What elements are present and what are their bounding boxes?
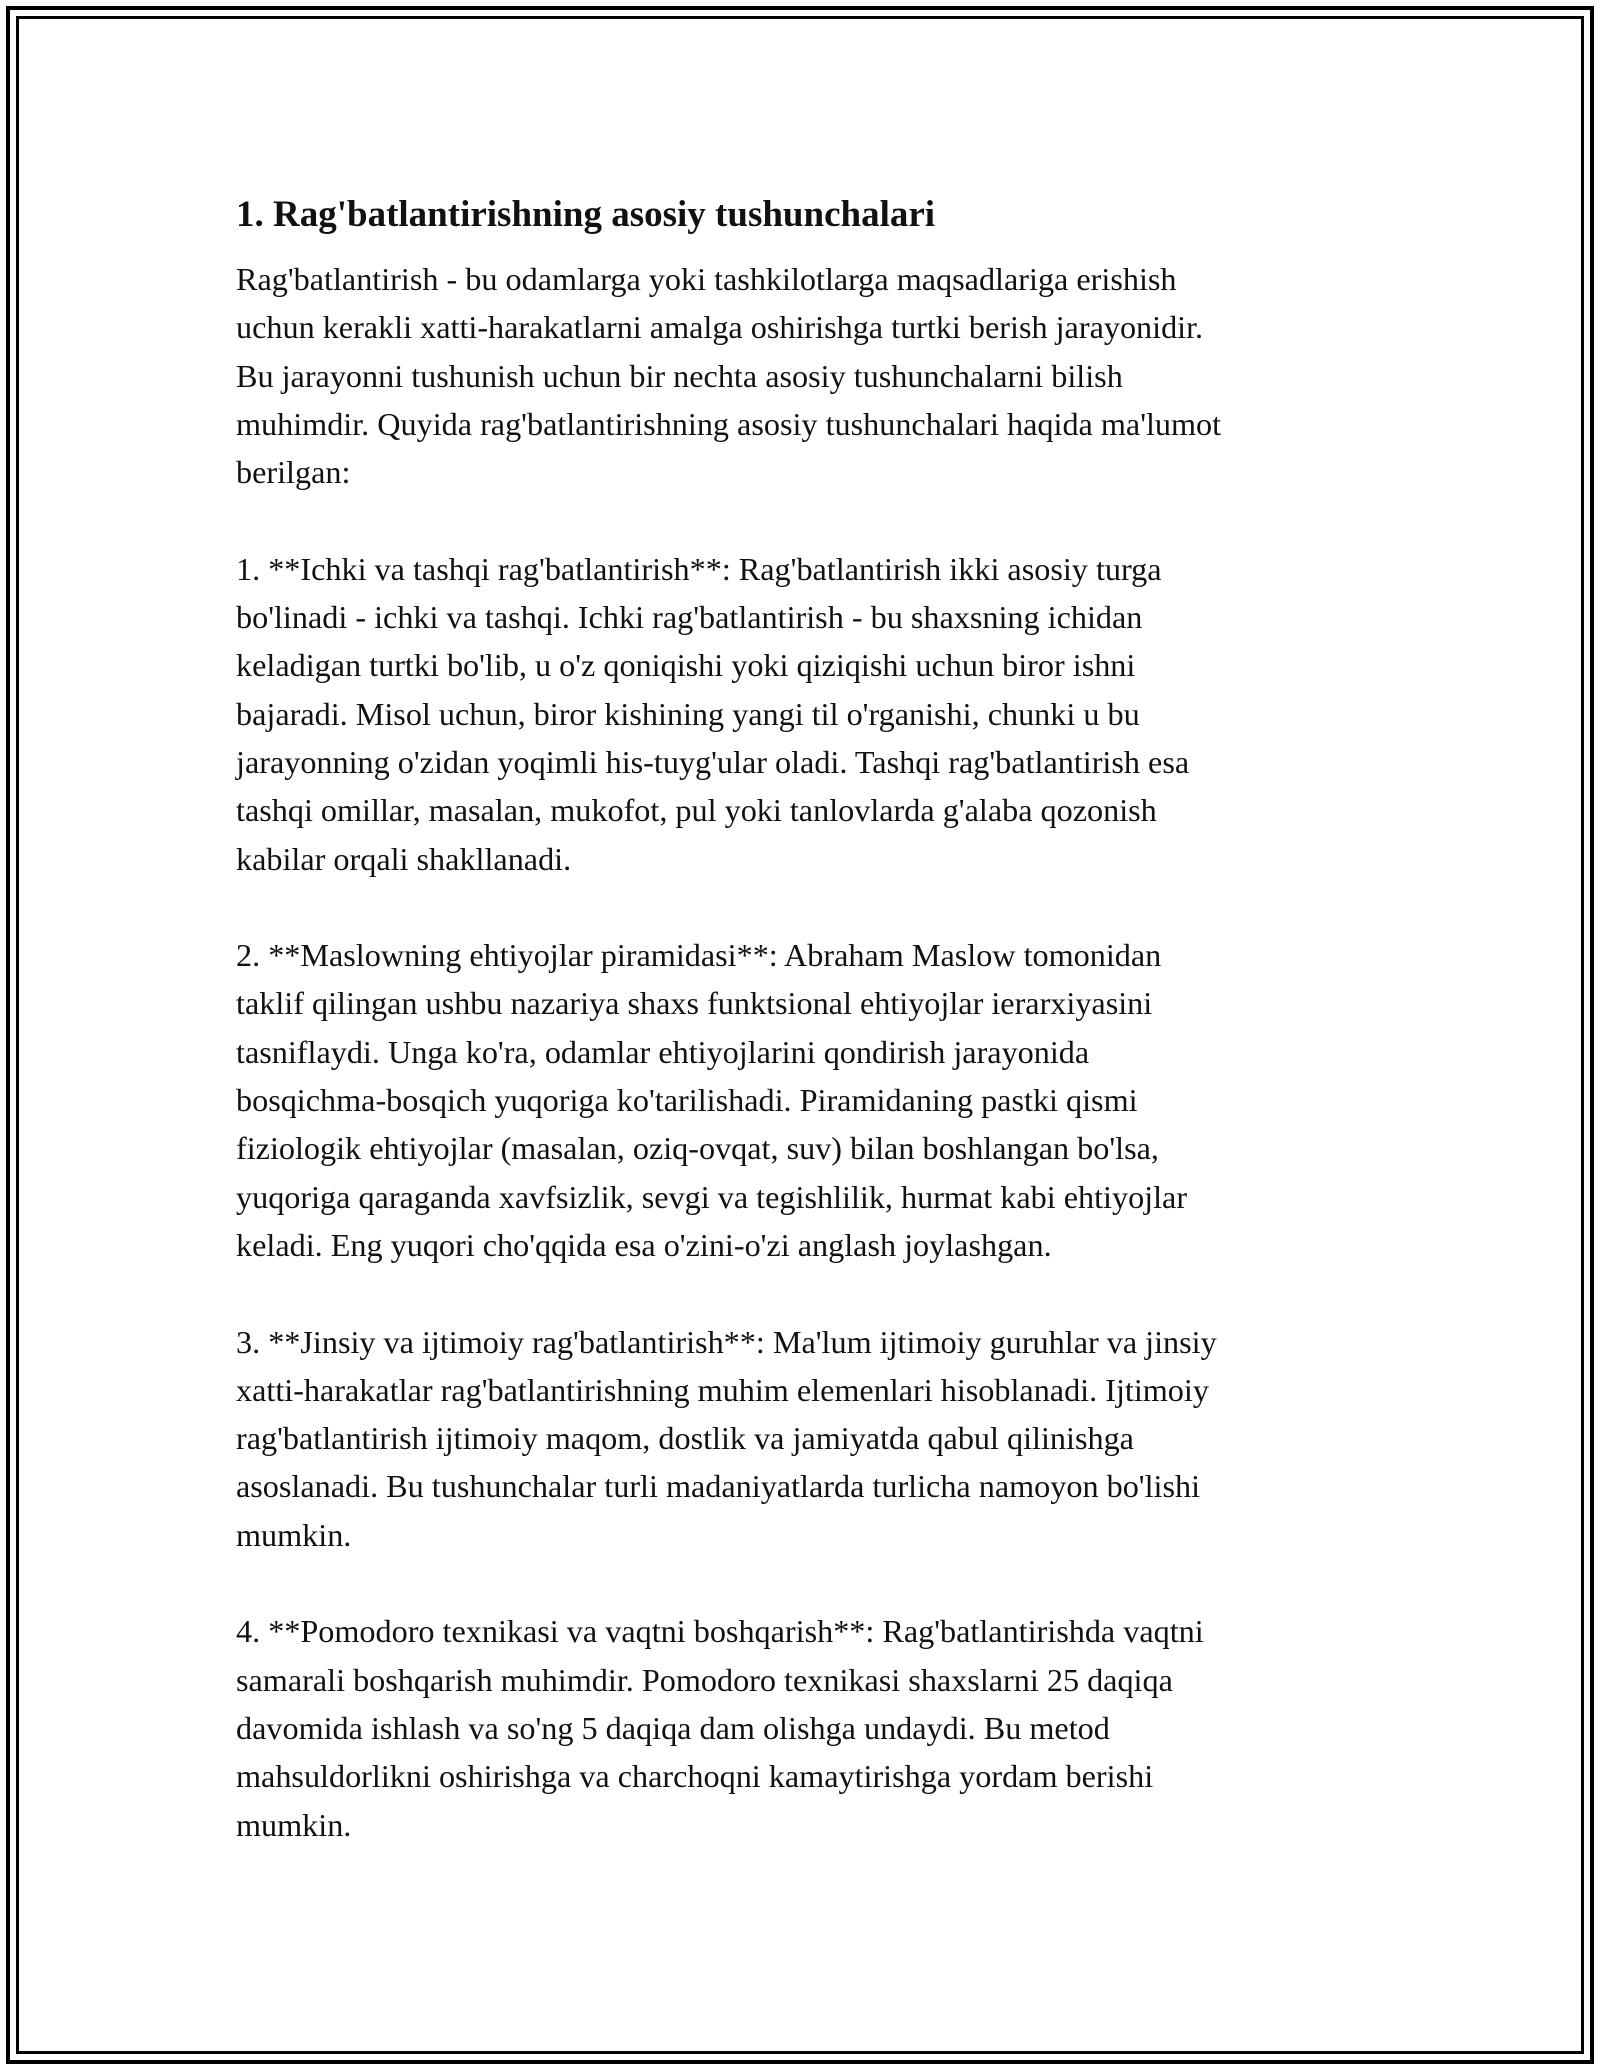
paragraph-maslow-pyramid: 2. **Maslowning ehtiyojlar piramidasi**: Abraham Maslow tomonidan taklif qilingan ushbu nazariya shaxs funktsional ehtiyojlar ierarxiyasini tasniflaydi. Unga ko'ra, odamlar ehtiyojlarini qondirish jarayonida bosqichma-bosqich yuqoriga ko'tarilishadi. Piramidaning pastki qismi fiziologik ehtiyojlar (masalan, oziq-ovqat, suv) bilan boshlangan bo'lsa, yuqoriga qaraganda xavfsizlik, sevgi va tegishlilik, hurmat kabi ehtiyojlar keladi. Eng yuqori cho'qqida esa o'zini-o'zi anglash joylashgan. bbox=[236, 937, 1188, 1263]
paragraph-intrinsic-extrinsic: 1. **Ichki va tashqi rag'batlantirish**: Rag'batlantirish ikki asosiy turga bo'linadi - ichki va tashqi. Ichki rag'batlantirish - bu shaxsning ichidan keladigan turtki bo'lib, u o'z qoniqishi yoki qiziqishi uchun biror ishni bajaradi. Misol uchun, biror kishining yangi til o'rganishi, chunki u bu jarayonning o'zidan yoqimli his-tuyg'ular oladi. Tashqi rag'batlantirish esa tashqi omillar, masalan, mukofot, pul yoki tanlovlarda g'alaba qozonish kabilar orqali shakllanadi. bbox=[236, 550, 1190, 877]
document-body bbox=[236, 185, 1376, 1849]
section-heading: 1. Rag'batlantirishning asosiy tushunchalari bbox=[236, 194, 936, 235]
intro-paragraph: Rag'batlantirish - bu odamlarga yoki tashkilotlarga maqsadlariga erishish uchun kerakli xatti-harakatlarni amalga oshirishga turtki berish jarayonidir. Bu jarayonni tushunish uchun bir nechta asosiy tushunchalarni bilish muhimdir. Quyida rag'batlantirishning asosiy tushunchalari haqida ma'lumot berilgan: bbox=[236, 261, 1222, 491]
paragraph-social-motivation: 3. **Jinsiy va ijtimoiy rag'batlantirish**: Ma'lum ijtimoiy guruhlar va jinsiy xatti-harakatlar rag'batlantirishning muhim elemenlari hisoblanadi. Ijtimoiy rag'batlantirish ijtimoiy maqom, dostlik va jamiyatda qabul qilinishga asoslanadi. Bu tushunchalar turli madaniyatlarda turlicha namoyon bo'lishi mumkin. bbox=[236, 1323, 1217, 1553]
paragraph-pomodoro: 4. **Pomodoro texnikasi va vaqtni boshqarish**: Rag'batlantirishda vaqtni samarali boshqarish muhimdir. Pomodoro texnikasi shaxslarni 25 daqiqa davomida ishlash va so'ng 5 daqiqa dam olishga undaydi. Bu metod mahsuldorlikni oshirishga va charchoqni kamaytirishga yordam berishi mumkin. bbox=[236, 1613, 1204, 1843]
